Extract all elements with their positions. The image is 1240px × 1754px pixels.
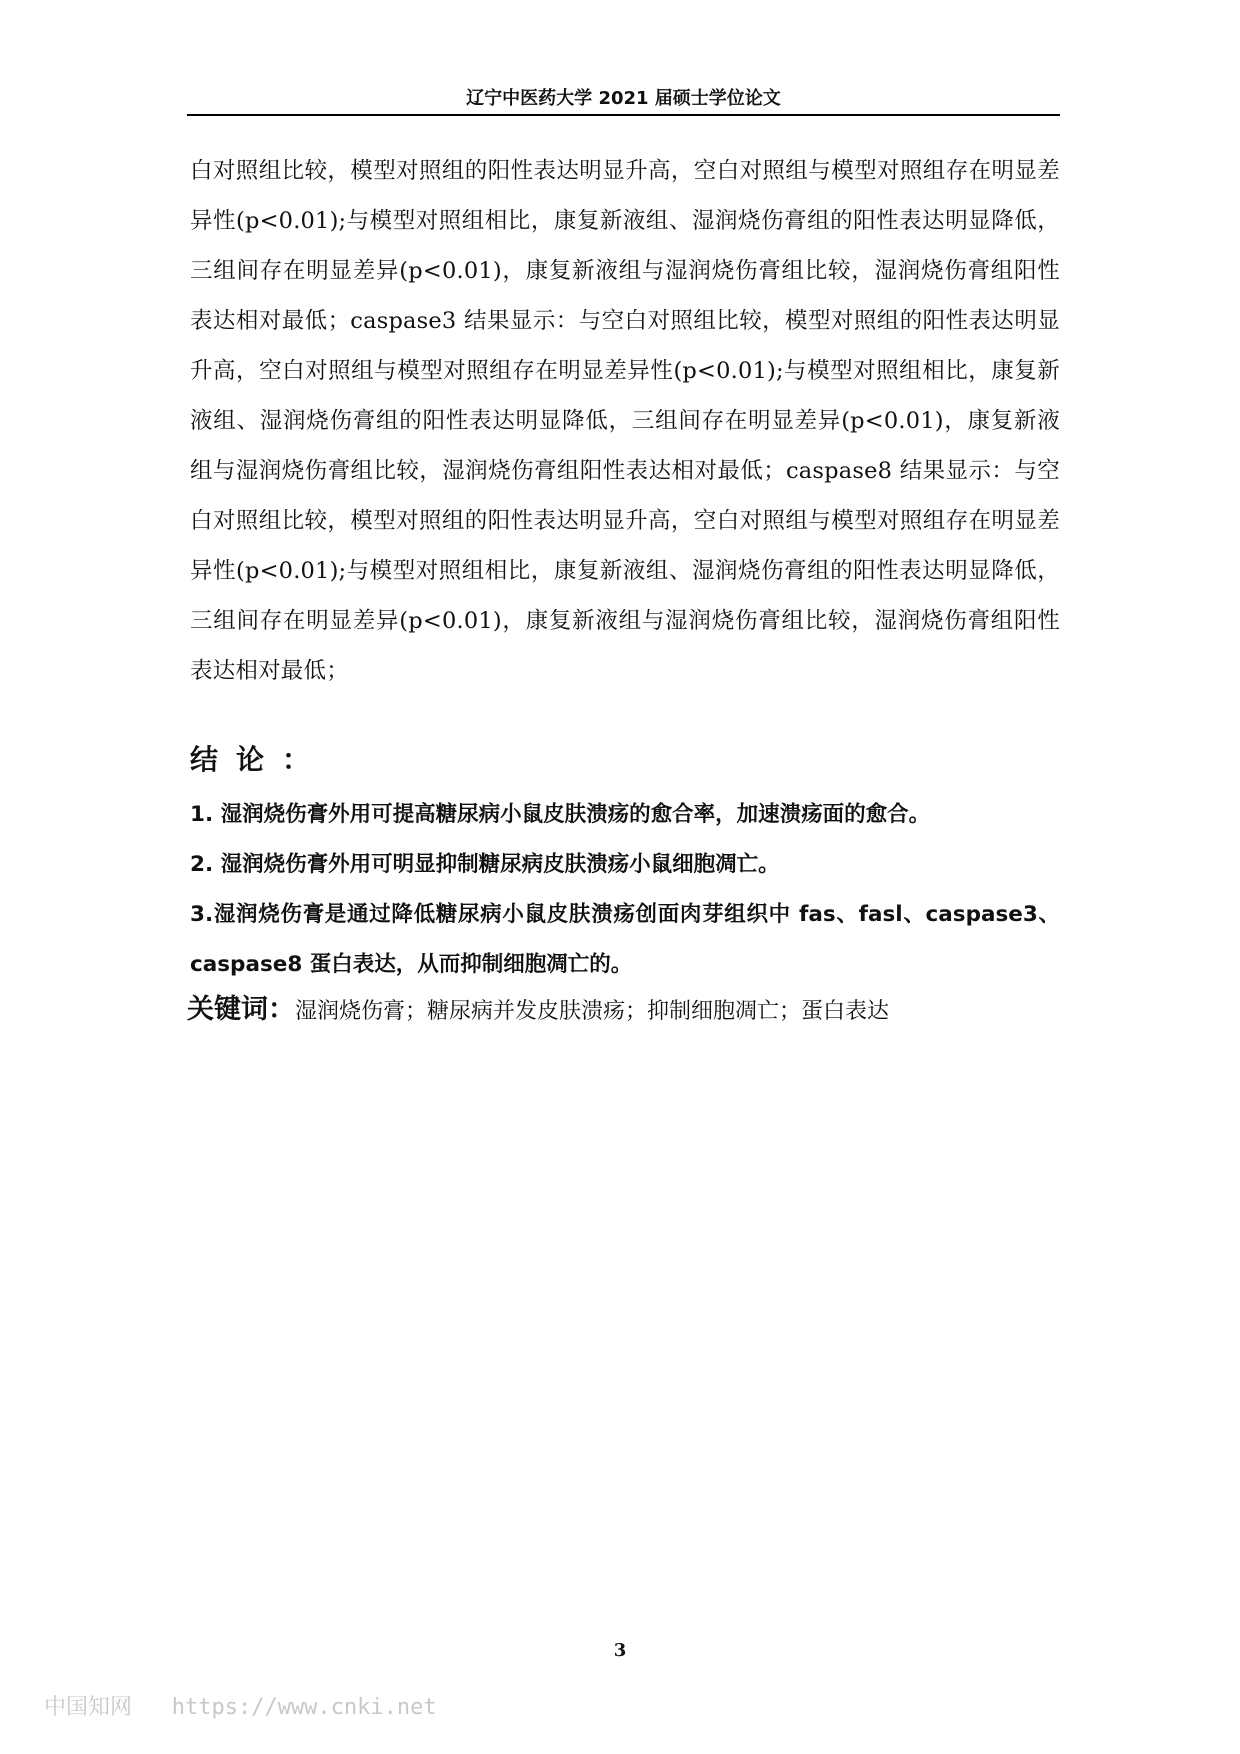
conclusion-list (190, 790, 1060, 990)
conclusion-item: 2. 湿润烧伤膏外用可明显抑制糖尿病皮肤溃疡小鼠细胞凋亡。 (190, 852, 780, 877)
body-paragraph: 白对照组比较，模型对照组的阳性表达明显升高，空白对照组与模型对照组存在明显差异性(p<0.01);与模型对照组相比，康复新液组、湿润烧伤膏组的阳性表达明显降低，三组间存在明显差异(p<0.01)，康复新液组与湿润烧伤膏组比较，湿润烧伤膏组阳性表达相对最低；caspase3 结果显示：与空白对照组比较，模型对照组的阳性表达明显升高，空白对照组与模型对照组存在明显差异性(p<0.01);与模型对照组相比，康复新液组、湿润烧伤膏组的阳性表达明显降低，三组间存在明显差异(p<0.01)，康复新液组与湿润烧伤膏组比较，湿润烧伤膏组阳性表达相对最低；caspase8 结果显示：与空白对照组比较，模型对照组的阳性表达明显升高，空白对照组与模型对照组存在明显差异性(p<0.01);与模型对照组相比，康复新液组、湿润烧伤膏组的阳性表达明显降低，三组间存在明显差异(p<0.01)，康复新液组与湿润烧伤膏组比较，湿润烧伤膏组阳性表达相对最低； (190, 158, 1060, 684)
conclusion-item: 1. 湿润烧伤膏外用可提高糖尿病小鼠皮肤溃疡的愈合率，加速溃疡面的愈合。 (190, 802, 931, 827)
keywords-line (187, 990, 1060, 1032)
keywords-label: 关键词： (187, 994, 295, 1025)
page-number: 3 (613, 1640, 627, 1661)
cnki-watermark: 中国知网 https://www.cnki.net (44, 1695, 437, 1720)
running-header: 辽宁中医药大学 2021 届硕士学位论文 (187, 88, 1060, 116)
conclusion-item: 3.湿润烧伤膏是通过降低糖尿病小鼠皮肤溃疡创面肉芽组织中 fas、fasl、caspase3、caspase8 蛋白表达，从而抑制细胞凋亡的。 (190, 902, 1060, 977)
conclusion-heading: 结论： (190, 743, 329, 776)
keywords-text: 湿润烧伤膏；糖尿病并发皮肤溃疡；抑制细胞凋亡；蛋白表达 (295, 999, 890, 1024)
